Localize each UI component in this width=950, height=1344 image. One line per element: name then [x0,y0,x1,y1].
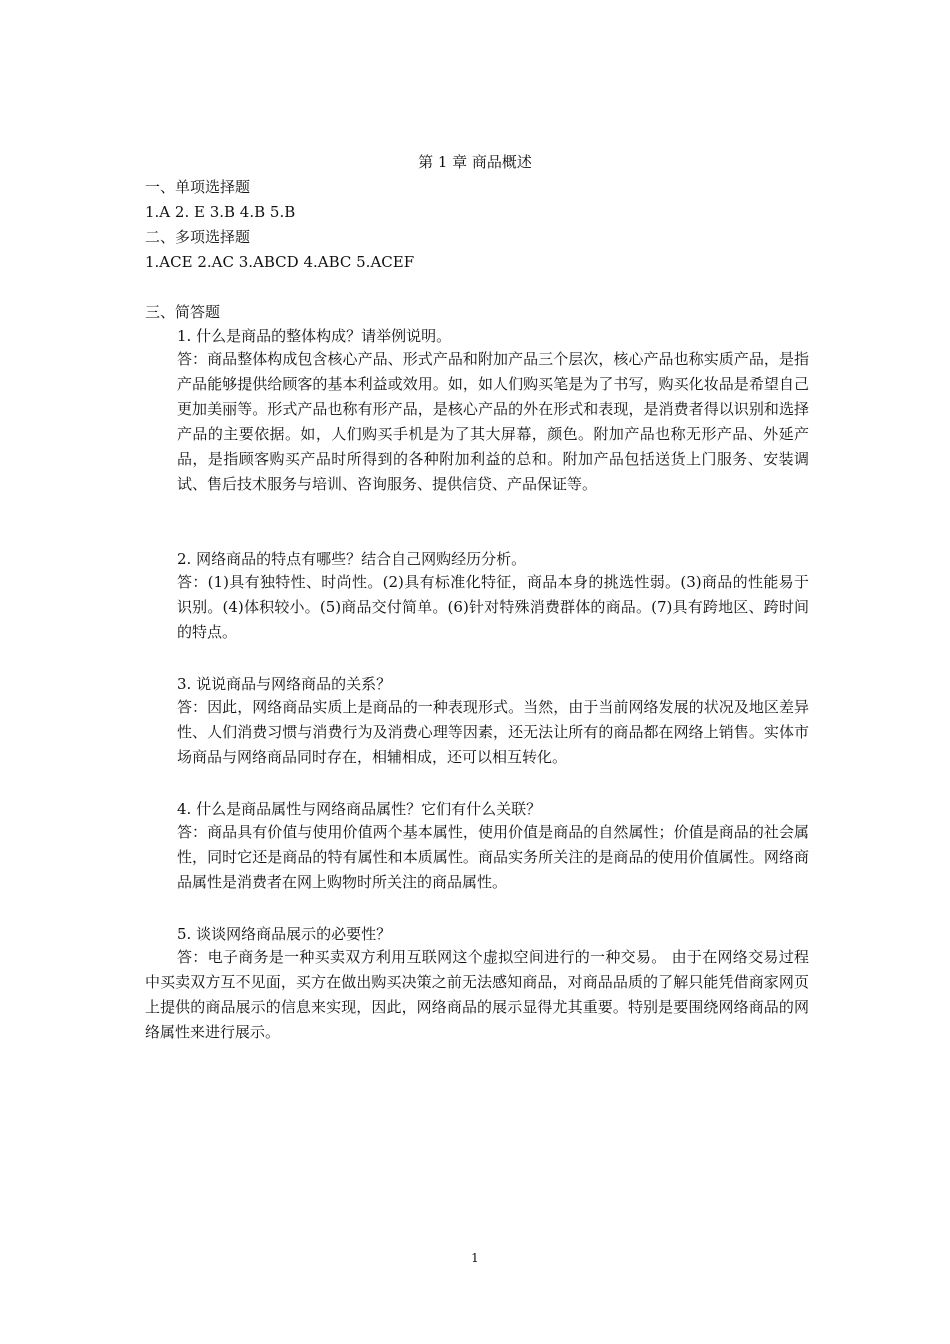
section-heading-short-answer: 三、简答题 [145,303,221,321]
answer-5: 答：电子商务是一种买卖双方利用互联网这个虚拟空间进行的一种交易。 由于在网络交易过程中买卖双方互不见面，买方在做出购买决策之前无法感知商品，对商品品质的了解只能凭借商家网页上提供的商品展示的信息来实现，因此，网络商品的展示显得尤其重要。特别是要围绕网络商品的网络属性来进行展示。 [145,948,809,1041]
answer-4: 答：商品具有价值与使用价值两个基本属性，使用价值是商品的自然属性；价值是商品的社会属性，同时它还是商品的特有属性和本质属性。商品实务所关注的是商品的使用价值属性。网络商品属性是消费者在网上购物时所关注的商品属性。 [177,823,809,891]
question-4: 4. 什么是商品属性与网络商品属性？它们有什么关联？ [177,800,542,818]
question-3: 3. 说说商品与网络商品的关系？ [177,675,392,693]
question-5: 5. 谈谈网络商品展示的必要性？ [177,925,392,943]
answer-1: 答：商品整体构成包含核心产品、形式产品和附加产品三个层次，核心产品也称实质产品，是指产品能够提供给顾客的基本利益或效用。如，如人们购买笔是为了书写，购买化妆品是希望自己更加美丽等。形式产品也称有形产品，是核心产品的外在形式和表现，是消费者得以识别和选择产品的主要依据。如，人们购买手机是为了其大屏幕，颜色。附加产品也称无形产品、外延产品，是指顾客购买产品时所得到的各种附加利益的总和。附加产品包括送货上门服务、安装调试、售后技术服务与培训、咨询服务、提供信贷、产品保证等。 [177,350,809,493]
answer-2: 答：(1)具有独特性、时尚性。(2)具有标准化特征，商品本身的挑选性弱。(3)商品的性能易于识别。(4)体积较小。(5)商品交付简单。(6)针对特殊消费群体的商品。(7)具有跨地区、跨时间的特点。 [177,573,809,641]
section-heading-single-choice: 一、单项选择题 [145,178,251,196]
page-number: 1 [471,1251,479,1265]
question-2: 2. 网络商品的特点有哪些？结合自己网购经历分析。 [177,550,527,568]
chapter-title: 第 1 章 商品概述 [418,153,532,171]
single-choice-answers: 1.A 2. E 3.B 4.B 5.B [145,203,296,221]
multiple-choice-answers: 1.ACE 2.AC 3.ABCD 4.ABC 5.ACEF [145,253,415,271]
question-1: 1. 什么是商品的整体构成？请举例说明。 [177,327,452,345]
section-heading-multiple-choice: 二、多项选择题 [145,228,251,246]
answer-3: 答：因此，网络商品实质上是商品的一种表现形式。当然，由于当前网络发展的状况及地区差异性、人们消费习惯与消费行为及消费心理等因素，还无法让所有的商品都在网络上销售。实体市场商品与网络商品同时存在，相辅相成，还可以相互转化。 [177,698,809,766]
